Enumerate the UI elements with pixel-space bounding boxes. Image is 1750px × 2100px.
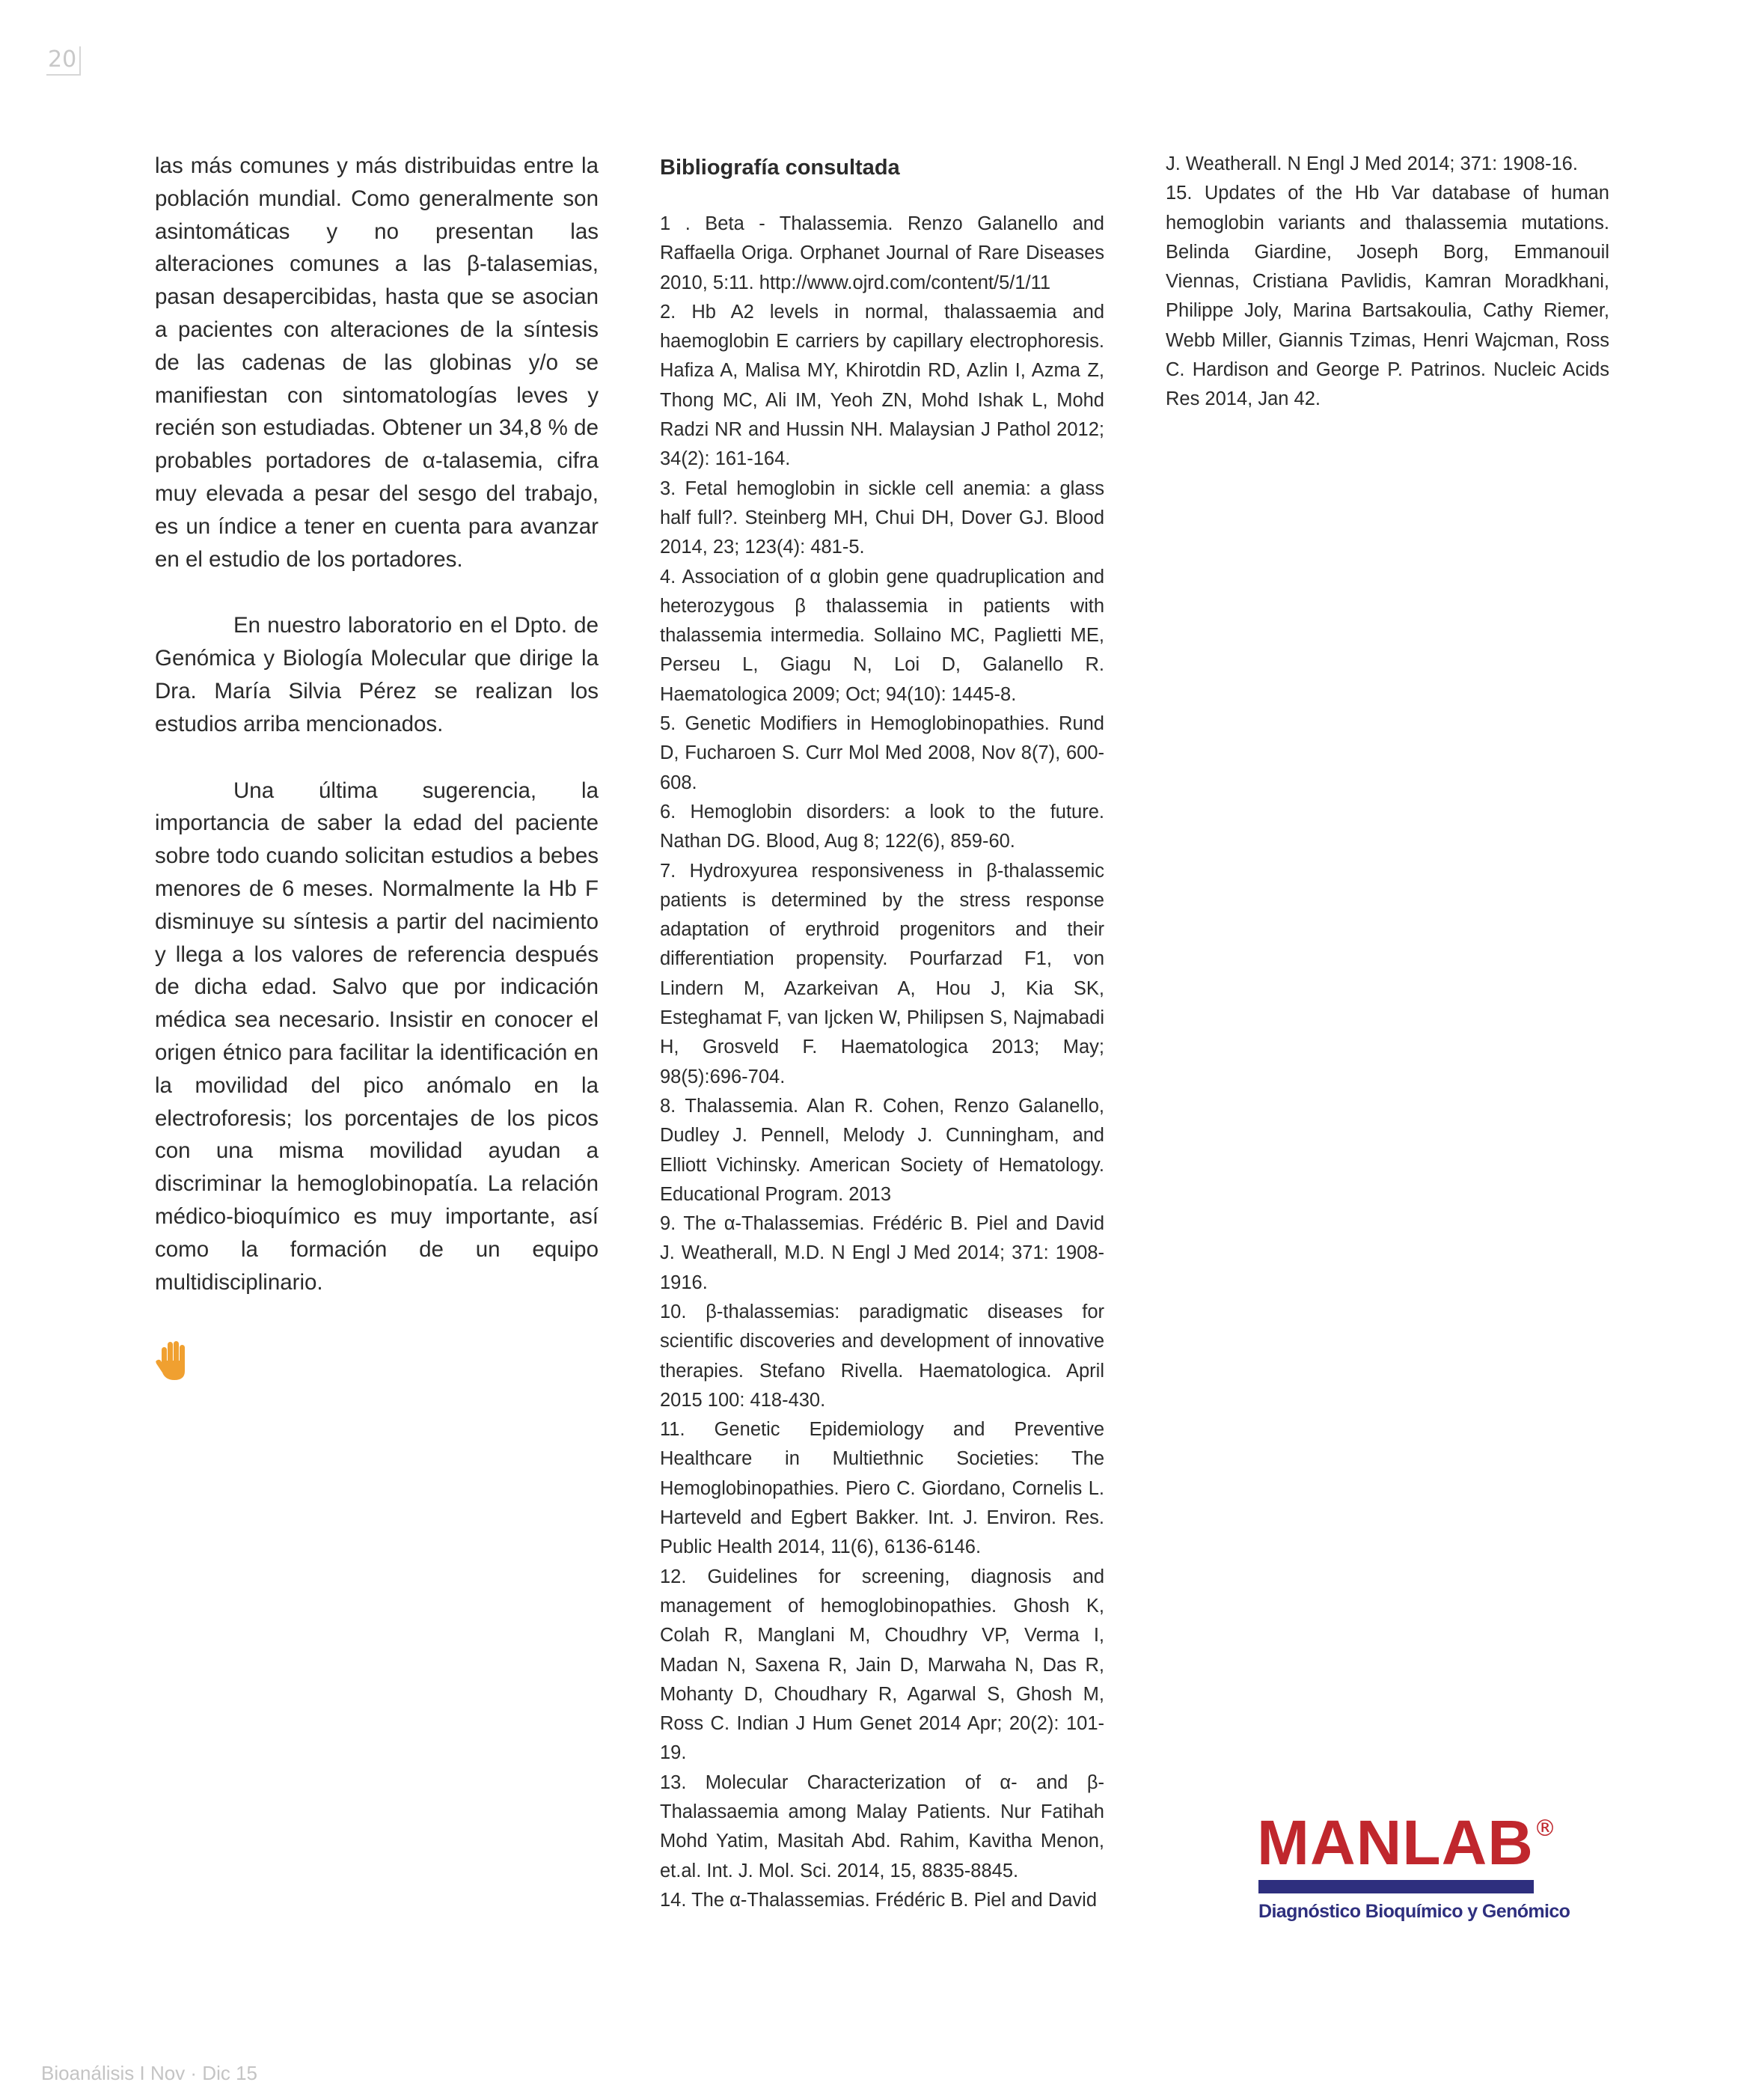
logo-tagline: Diagnóstico Bioquímico y Genómico [1258, 1901, 1570, 1922]
reference-item: 13. Molecular Characterization of α- and β-Thalassaemia among Malay Patients. Nur Fatihah Mohd Yatim, Masitah Abd. Rahim, Kavitha Menon, et.al. Int. J. Mol. Sci. 2014, 15, 8835-8845. [660, 1771, 1104, 1881]
reference-item: 10. β-thalassemias: paradigmatic diseases for scientific discoveries and development of innovative therapies. Stefano Rivella. Haematologica. April 2015 100: 418-430. [660, 1301, 1104, 1411]
reference-item: 3. Fetal hemoglobin in sickle cell anemia: a glass half full?. Steinberg MH, Chui DH, Dover GJ. Blood 2014, 23; 123(4): 481-5. [660, 477, 1104, 558]
reference-item: 11. Genetic Epidemiology and Preventive Healthcare in Multiethnic Societies: The Hemoglobinopathies. Piero C. Giordano, Cornelis L. Harteveld and Egbert Bakker. Int. J. Environ. Res. Public Health 2014, 11(6), 6136-6146. [660, 1419, 1104, 1558]
reference-item: 12. Guidelines for screening, diagnosis and management of hemoglobinopathies. Ghosh K, Colah R, Manglani M, Choudhry VP, Verma I, Madan N, Saxena R, Jain D, Marwaha N, Das R, Mohanty D, Choudhary R, Agarwal S, Ghosh M, Ross C. Indian J Hum Genet 2014 Apr; 20(2): 101-19. [660, 1566, 1104, 1764]
reference-item: 5. Genetic Modifiers in Hemoglobinopathies. Rund D, Fucharoen S. Curr Mol Med 2008, Nov 8(7), 600-608. [660, 713, 1104, 793]
reference-item: 1 . Beta - Thalassemia. Renzo Galanello and Raffaella Origa. Orphanet Journal of Rare Diseases 2010, 5:11. http://www.ojrd.com/content/5/1/11 [660, 213, 1104, 293]
bibliography-title: Bibliografía consultada [660, 156, 900, 180]
reference-item: 15. Updates of the Hb Var database of human hemoglobin variants and thalassemia mutations. Belinda Giardine, Joseph Borg, Emmanouil Viennas, Cristiana Pavlidis, Kamran Moradkhani, Philippe Joly, Marina Bartsakoulia, Cathy Riemer, Webb Miller, Giannis Tzimas, Henri Wajcman, Ross C. Hardison and George P. Patrinos. Nucleic Acids Res 2014, Jan 42. [1166, 183, 1609, 410]
bibliography-column [660, 150, 1104, 1915]
page-number: 20 [46, 46, 81, 76]
reference-item: 7. Hydroxyurea responsiveness in β-thalassemic patients is determined by the stress response adaptation of erythroid progenitors and their differentiation propensity. Pourfarzad F1, von Lindern M, Azarkeivan A, Hou J, Kia SK, Esteghamat F, van Ijcken W, Philipsen S, Najmabadi H, Grosveld F. Haematologica 2013; May; 98(5):696-704. [660, 860, 1104, 1087]
manlab-logo[interactable] [1257, 1807, 1570, 1931]
logo-underline-bar [1258, 1880, 1534, 1893]
reference-item: 14. The α-Thalassemias. Frédéric B. Piel and David [660, 1889, 1098, 1911]
reference-item: 2. Hb A2 levels in normal, thalassaemia and haemoglobin E carriers by capillary electrophoresis. Hafiza A, Malisa MY, Khirotdin RD, Azlin I, Azma Z, Thong MC, Ali IM, Yeoh ZN, Mohd Ishak L, Mohd Radzi NR and Hussin NH. Malaysian J Pathol 2012; 34(2): 161-164. [660, 301, 1104, 470]
reference-item: J. Weatherall. N Engl J Med 2014; 371: 1908-16. [1166, 153, 1578, 174]
paragraph: Una última sugerencia, la importancia de saber la edad del paciente sobre todo cuando solicitan estudios a bebes menores de 6 meses. Normalmente la Hb F disminuye su síntesis a partir del nacimiento y llega a los valores de referencia después de dicha edad. Salvo que por indicación médica sea necesario. Insistir en conocer el origen étnico para facilitar la identificación en la movilidad del pico anómalo en la electroforesis; los porcentajes de los picos con una misma movilidad ayudan a discriminar la hemoglobinopatía. La relación médico-bioquímico es muy importante, así como la formación de un equipo multidisciplinario. [155, 778, 599, 1295]
registered-mark: ® [1534, 1816, 1556, 1842]
page-footer: Bioanálisis I Nov · Dic 15 [41, 2062, 257, 2084]
article-column-1 [155, 150, 599, 1298]
reference-item: 4. Association of α globin gene quadruplication and heterozygous β thalassemia in patients with thalassemia intermedia. Sollaino MC, Paglietti ME, Perseu L, Giagu N, Loi D, Galanello R. Haematologica 2009; Oct; 94(10): 1445-8. [660, 566, 1104, 705]
paragraph: En nuestro laboratorio en el Dpto. de Genómica y Biología Molecular que dirige la Dra. María Silvia Pérez se realizan los estudios arriba mencionados. [155, 613, 599, 736]
paragraph: las más comunes y más distribuidas entre la población mundial. Como generalmente son asintomáticas y no presentan las alteraciones comunes a las β-talasemias, pasan desapercibidas, hasta que se asocian a pacientes con alteraciones de la síntesis de las cadenas de las globinas y/o se manifiestan con sintomatologías leves y recién son estudiadas. Obtener un 34,8 % de probables portadores de α-talasemia, cifra muy elevada a pesar del sesgo del trabajo, es un índice a tener en cuenta para avanzar en el estudio de los portadores. [155, 153, 599, 572]
reference-item: 8. Thalassemia. Alan R. Cohen, Renzo Galanello, Dudley J. Pennell, Melody J. Cunningham, and Elliott Vichinsky. American Society of Hematology. Educational Program. 2013 [660, 1095, 1104, 1205]
bibliography-column-continued [1166, 150, 1609, 415]
reference-item: 9. The α-Thalassemias. Frédéric B. Piel and David J. Weatherall, M.D. N Engl J Med 2014; 371: 1908-1916. [660, 1213, 1104, 1293]
raised-hand-icon [155, 1340, 192, 1382]
reference-item: 6. Hemoglobin disorders: a look to the future. Nathan DG. Blood, Aug 8; 122(6), 859-60. [660, 801, 1104, 852]
logo-wordmark: MANLAB [1257, 1807, 1534, 1878]
